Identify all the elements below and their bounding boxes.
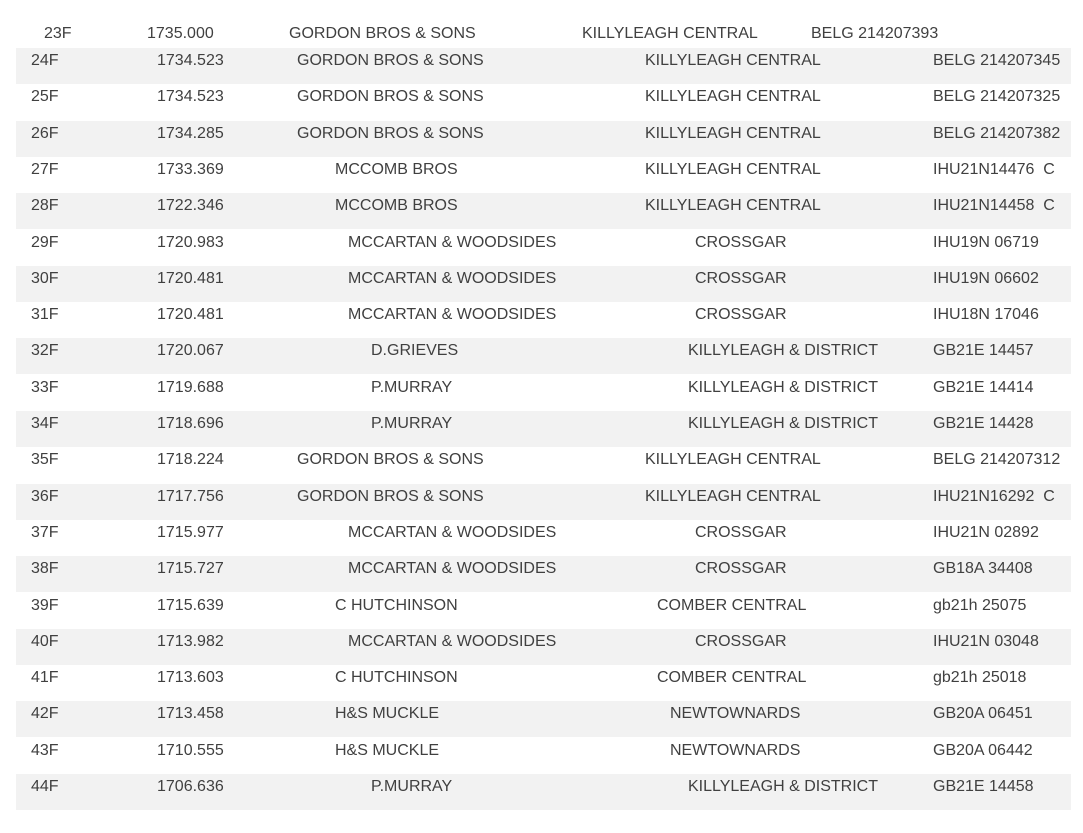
position-cell: 34F (31, 415, 59, 432)
ring-number-cell: GB21E 14458 (933, 778, 1034, 795)
club-cell: KILLYLEAGH CENTRAL (645, 197, 821, 215)
position-cell: 25F (31, 88, 59, 106)
ring-number-cell: IHU21N 02892 (933, 523, 1039, 541)
table-row (16, 157, 1071, 193)
fancier-name-cell: MCCARTAN & WOODSIDES (348, 560, 557, 578)
fancier-name-cell: MCCARTAN & WOODSIDES (348, 269, 557, 287)
fancier-name-cell: MCCARTAN & WOODSIDES (348, 632, 557, 650)
club-cell: COMBER CENTRAL (657, 596, 807, 614)
velocity-cell: 1718.696 (157, 415, 224, 432)
club-cell: CROSSGAR (695, 560, 787, 578)
velocity-cell: 1720.481 (157, 269, 224, 287)
ring-number-cell: GB20A 06451 (933, 705, 1033, 723)
velocity-cell: 1715.639 (157, 596, 224, 614)
velocity-cell: 1720.983 (157, 233, 224, 251)
velocity-cell: 1735.000 (147, 25, 214, 42)
table-row (16, 738, 1071, 774)
fancier-name-cell: GORDON BROS & SONS (289, 25, 476, 42)
table-row (16, 193, 1071, 229)
ring-number-cell: IHU21N14458 C (933, 197, 1055, 215)
table-row (16, 665, 1071, 701)
fancier-name-cell: C HUTCHINSON (335, 669, 458, 687)
table-row (16, 447, 1071, 483)
position-cell: 41F (31, 669, 59, 687)
table-row (16, 230, 1071, 266)
position-cell: 44F (31, 778, 59, 795)
table-row (16, 375, 1071, 411)
position-cell: 33F (31, 378, 59, 396)
club-cell: CROSSGAR (695, 269, 787, 287)
fancier-name-cell: GORDON BROS & SONS (297, 88, 484, 106)
position-cell: 42F (31, 705, 59, 723)
club-cell: KILLYLEAGH & DISTRICT (688, 778, 878, 795)
velocity-cell: 1733.369 (157, 160, 224, 178)
ring-number-cell: gb21h 25018 (933, 669, 1027, 687)
fancier-name-cell: P.MURRAY (371, 378, 453, 396)
position-cell: 32F (31, 342, 59, 360)
fancier-name-cell: GORDON BROS & SONS (297, 451, 484, 469)
ring-number-cell: BELG 214207325 (933, 88, 1061, 106)
ring-number-cell: IHU19N 06719 (933, 233, 1039, 251)
club-cell: KILLYLEAGH CENTRAL (645, 487, 821, 505)
table-row (16, 48, 1071, 84)
ring-number-cell: GB21E 14428 (933, 415, 1034, 432)
table-row (16, 121, 1071, 157)
table-row (16, 520, 1071, 556)
fancier-name-cell: MCCARTAN & WOODSIDES (348, 306, 557, 324)
table-row (16, 411, 1071, 447)
club-cell: KILLYLEAGH CENTRAL (645, 124, 821, 142)
club-cell: KILLYLEAGH CENTRAL (645, 451, 821, 469)
position-cell: 27F (31, 160, 59, 178)
position-cell: 30F (31, 269, 59, 287)
ring-number-cell: BELG 214207345 (933, 52, 1061, 69)
club-cell: KILLYLEAGH CENTRAL (645, 88, 821, 106)
fancier-name-cell: C HUTCHINSON (335, 596, 458, 614)
velocity-cell: 1718.224 (157, 451, 224, 469)
fancier-name-cell: GORDON BROS & SONS (297, 487, 484, 505)
fancier-name-cell: P.MURRAY (371, 415, 453, 432)
club-cell: KILLYLEAGH & DISTRICT (688, 378, 878, 396)
table-row (16, 556, 1071, 592)
club-cell: CROSSGAR (695, 306, 787, 324)
position-cell: 40F (31, 632, 59, 650)
club-cell: NEWTOWNARDS (670, 705, 801, 723)
position-cell: 43F (31, 741, 59, 759)
position-cell: 28F (31, 197, 59, 215)
fancier-name-cell: MCCOMB BROS (335, 160, 458, 178)
velocity-cell: 1734.523 (157, 52, 224, 69)
velocity-cell: 1734.523 (157, 88, 224, 106)
velocity-cell: 1713.982 (157, 632, 224, 650)
velocity-cell: 1706.636 (157, 778, 224, 795)
position-cell: 26F (31, 124, 59, 142)
ring-number-cell: GB21E 14414 (933, 378, 1034, 396)
club-cell: NEWTOWNARDS (670, 741, 801, 759)
club-cell: CROSSGAR (695, 523, 787, 541)
club-cell: KILLYLEAGH CENTRAL (645, 160, 821, 178)
ring-number-cell: BELG 214207382 (933, 124, 1061, 142)
position-cell: 24F (31, 52, 59, 69)
ring-number-cell: IHU21N16292 C (933, 487, 1055, 505)
position-cell: 23F (44, 25, 72, 42)
table-row (16, 484, 1071, 520)
velocity-cell: 1734.285 (157, 124, 224, 142)
fancier-name-cell: D.GRIEVES (371, 342, 459, 360)
velocity-cell: 1713.458 (157, 705, 224, 723)
ring-number-cell: IHU21N14476 C (933, 160, 1055, 178)
velocity-cell: 1715.977 (157, 523, 224, 541)
club-cell: KILLYLEAGH & DISTRICT (688, 342, 878, 360)
club-cell: COMBER CENTRAL (657, 669, 807, 687)
club-cell: KILLYLEAGH CENTRAL (645, 52, 821, 69)
partial-top-row (0, 22, 1083, 48)
fancier-name-cell: MCCARTAN & WOODSIDES (348, 523, 557, 541)
ring-number-cell: GB21E 14457 (933, 342, 1034, 360)
velocity-cell: 1717.756 (157, 487, 224, 505)
ring-number-cell: GB20A 06442 (933, 741, 1033, 759)
table-row (16, 302, 1071, 338)
table-row (16, 266, 1071, 302)
velocity-cell: 1720.481 (157, 306, 224, 324)
table-row (16, 84, 1071, 120)
table-row (16, 593, 1071, 629)
position-cell: 35F (31, 451, 59, 469)
ring-number-cell: IHU21N 03048 (933, 632, 1039, 650)
fancier-name-cell: GORDON BROS & SONS (297, 124, 484, 142)
ring-number-cell: BELG 214207312 (933, 451, 1061, 469)
table-row (16, 338, 1071, 374)
ring-number-cell: GB18A 34408 (933, 560, 1033, 578)
position-cell: 29F (31, 233, 59, 251)
position-cell: 31F (31, 306, 59, 324)
fancier-name-cell: H&S MUCKLE (335, 705, 440, 723)
position-cell: 37F (31, 523, 59, 541)
club-cell: CROSSGAR (695, 632, 787, 650)
velocity-cell: 1719.688 (157, 378, 224, 396)
velocity-cell: 1715.727 (157, 560, 224, 578)
fancier-name-cell: H&S MUCKLE (335, 741, 440, 759)
velocity-cell: 1722.346 (157, 197, 224, 215)
table-row (16, 701, 1071, 737)
club-cell: KILLYLEAGH CENTRAL (582, 25, 758, 42)
ring-number-cell: IHU19N 06602 (933, 269, 1039, 287)
position-cell: 36F (31, 487, 59, 505)
fancier-name-cell: GORDON BROS & SONS (297, 52, 484, 69)
position-cell: 38F (31, 560, 59, 578)
club-cell: KILLYLEAGH & DISTRICT (688, 415, 878, 432)
table-row (16, 629, 1071, 665)
velocity-cell: 1713.603 (157, 669, 224, 687)
fancier-name-cell: MCCOMB BROS (335, 197, 458, 215)
position-cell: 39F (31, 596, 59, 614)
table-row (16, 774, 1071, 810)
ring-number-cell: gb21h 25075 (933, 596, 1027, 614)
club-cell: CROSSGAR (695, 233, 787, 251)
fancier-name-cell: MCCARTAN & WOODSIDES (348, 233, 557, 251)
velocity-cell: 1720.067 (157, 342, 224, 360)
fancier-name-cell: P.MURRAY (371, 778, 453, 795)
ring-number-cell: IHU18N 17046 (933, 306, 1039, 324)
ring-number-cell: BELG 214207393 (811, 25, 939, 42)
velocity-cell: 1710.555 (157, 741, 224, 759)
